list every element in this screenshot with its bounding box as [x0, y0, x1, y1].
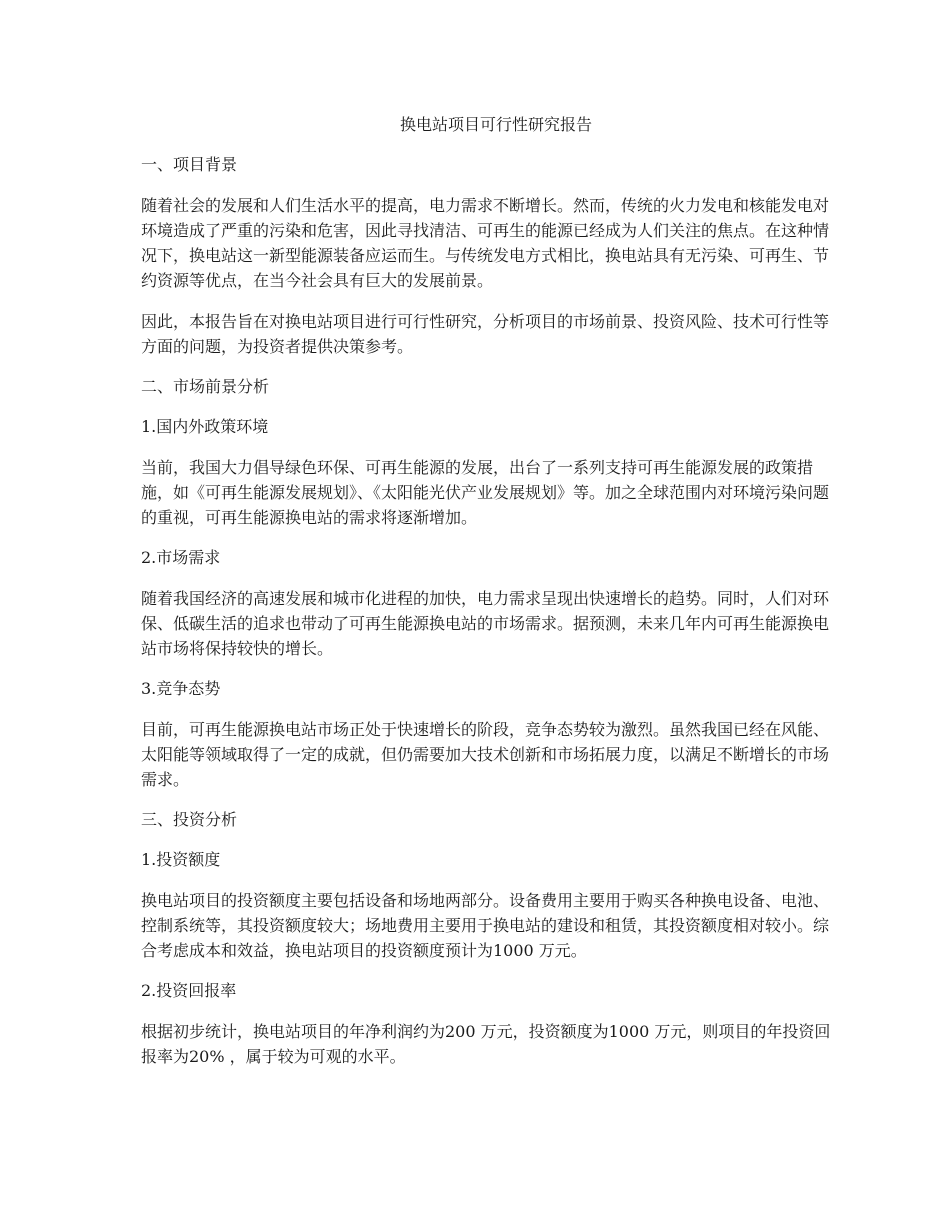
subheading-investment-amount: 1.投资额度: [141, 850, 221, 869]
investment-amount-paragraph: 换电站项目的投资额度主要包括设备和场地两部分。设备费用主要用于购买各种换电设备、电池、控制系统等，其投资额度较大；场地费用主要用于换电站的建设和租赁，其投资额度相对较小。综合考虑成本和效益，换电站项目的投资额度预计为1000 万元。: [141, 891, 830, 960]
section-heading-investment: 三、投资分析: [141, 810, 238, 829]
document-title: 换电站项目可行性研究报告: [399, 115, 592, 134]
subheading-policy: 1.国内外政策环境: [141, 417, 269, 436]
section-heading-background: 一、项目背景: [141, 155, 238, 174]
background-paragraph-2: 因此，本报告旨在对换电站项目进行可行性研究，分析项目的市场前景、投资风险、技术可行性等方面的问题，为投资者提供决策参考。: [141, 312, 830, 356]
subheading-competition: 3.竞争态势: [141, 679, 221, 698]
section-heading-market: 二、市场前景分析: [141, 377, 270, 396]
return-rate-paragraph: 根据初步统计，换电站项目的年净利润约为200 万元，投资额度为1000 万元，则项目的年投资回报率为20% ，属于较为可观的水平。: [141, 1022, 831, 1066]
document-page: [141, 113, 831, 1085]
background-paragraph-1: 随着社会的发展和人们生活水平的提高，电力需求不断增长。然而，传统的火力发电和核能发电对环境造成了严重的污染和危害，因此寻找清洁、可再生的能源已经成为人们关注的焦点。在这种情况下，换电站这一新型能源装备应运而生。与传统发电方式相比，换电站具有无污染、可再生、节约资源等优点，在当今社会具有巨大的发展前景。: [141, 196, 830, 290]
subheading-return-rate: 2.投资回报率: [141, 981, 237, 1000]
policy-paragraph: 当前，我国大力倡导绿色环保、可再生能源的发展，出台了一系列支持可再生能源发展的政策措施，如《可再生能源发展规划》、《太阳能光伏产业发展规划》等。加之全球范围内对环境污染问题的重视，可再生能源换电站的需求将逐渐增加。: [141, 458, 830, 527]
competition-paragraph: 目前，可再生能源换电站市场正处于快速增长的阶段，竞争态势较为激烈。虽然我国已经在风能、太阳能等领域取得了一定的成就，但仍需要加大技术创新和市场拓展力度，以满足不断增长的市场需求。: [141, 720, 830, 789]
subheading-demand: 2.市场需求: [141, 548, 221, 567]
demand-paragraph: 随着我国经济的高速发展和城市化进程的加快，电力需求呈现出快速增长的趋势。同时，人们对环保、低碳生活的追求也带动了可再生能源换电站的市场需求。据预测，未来几年内可再生能源换电站市场将保持较快的增长。: [141, 589, 830, 658]
